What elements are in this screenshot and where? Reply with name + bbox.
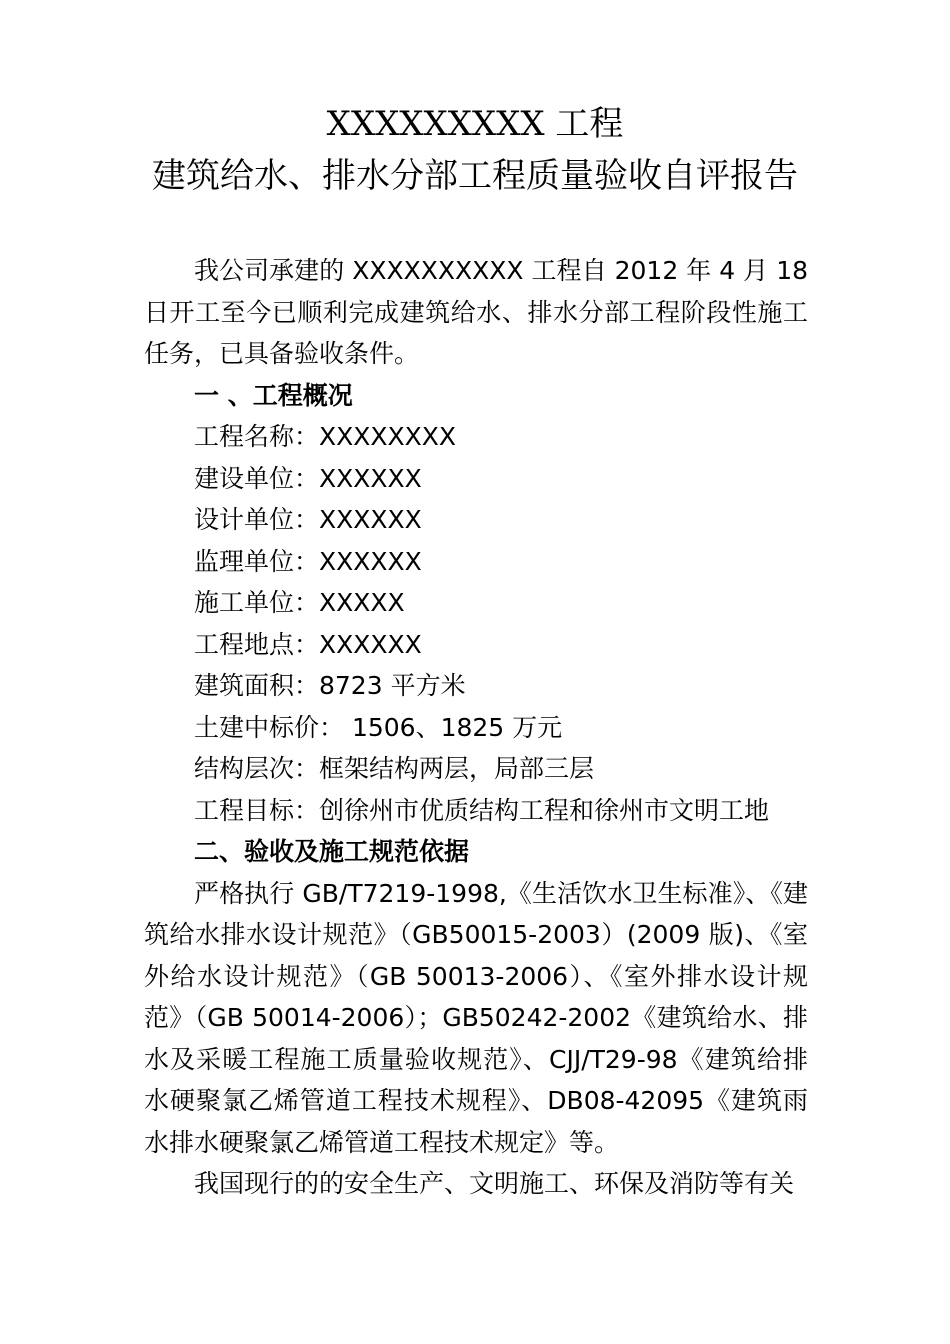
document-title-line2: 建筑给水、排水分部工程质量验收自评报告 [152,156,798,196]
project-info-supervisor: 监理单位：XXXXXX [194,546,422,576]
project-info-structure: 结构层次：框架结构两层，局部三层 [194,754,595,783]
project-info-name: 工程名称：XXXXXXXX [194,422,457,451]
project-info-owner: 建设单位：XXXXXX [194,463,422,493]
project-info-contractor: 施工单位：XXXXX [194,588,405,617]
project-info-area: 建筑面积：8723 平方米 [194,671,466,700]
section2-heading: 二、验收及施工规范依据 [194,837,470,866]
document-title-line1: XXXXXXXXX 工程 [326,104,624,144]
project-info-bid-price: 土建中标价： 1506、1825 万元 [194,712,563,742]
project-info-location: 工程地点：XXXXXX [194,629,422,659]
project-info-designer: 设计单位：XXXXXX [194,505,422,534]
intro-paragraph: 我公司承建的 XXXXXXXXXX 工程自 2012 年 4 月 18 日开工至今已顺利完成建筑给水、排水分部工程阶段性施工任务，已具备验收条件。 [144,256,808,368]
project-info-goal: 工程目标：创徐州市优质结构工程和徐州市文明工地 [194,795,770,825]
section2-paragraph: 严格执行 GB/T7219-1998,《生活饮水卫生标准》、《建筑给水排水设计规范》（GB50015-2003）(2009 版)、《室外给水设计规范》（GB 50013-2006）、《室外排水设计规范》（GB 50014-2006）；GB50242-2002《建筑给水、排水及采暖工程施工质量验收规范》、CJJ/T29-98《建筑给排水硬聚氯乙烯管道工程技术规程》、DB08-42095《建筑雨水排水硬聚氯乙烯管道工程技术规定》等。 [144,878,808,1157]
document-body [144,250,808,1205]
section1-heading: 一 、工程概况 [194,380,353,410]
section2-paragraph2: 我国现行的的安全生产、文明施工、环保及消防等有关 [194,1169,795,1198]
